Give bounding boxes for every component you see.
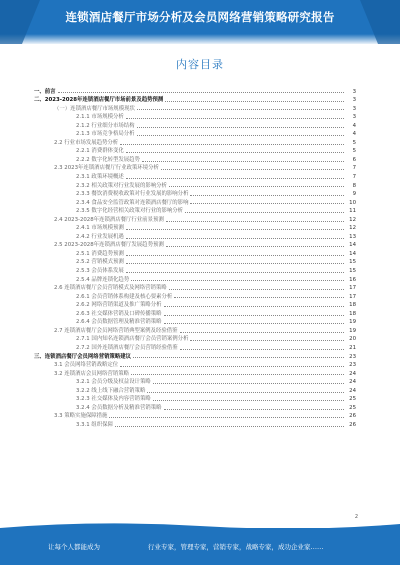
toc-entry[interactable] (34, 377, 356, 386)
toc-leader-dots (164, 315, 344, 316)
toc-entry-page: 15 (349, 268, 356, 275)
toc-entry-page: 21 (349, 344, 356, 351)
toc-entry-page: 18 (349, 302, 356, 309)
toc-entry[interactable] (34, 137, 356, 146)
toc-entry-label: 3.1 会员网络营销战略定位 (54, 362, 119, 369)
toc-entry-label: 3.3.1 组织保障 (76, 421, 113, 428)
toc-leader-dots (126, 178, 344, 179)
toc-entry-label: 2.7.1 国内知名连锁酒店餐厅会员营销案例分析 (76, 336, 189, 343)
toc-entry-label: 2.5.1 消费趋势预测 (76, 250, 124, 257)
toc-entry[interactable] (34, 308, 356, 317)
toc-entry-page: 3 (352, 88, 356, 95)
toc-entry-page: 12 (349, 216, 356, 223)
toc-entry[interactable] (34, 385, 356, 394)
toc-leader-dots (126, 152, 344, 153)
header-right-ornament (330, 0, 400, 44)
toc-entry-label: 2.5 2023-2028年连锁酒店餐厅发展趋势预测 (54, 242, 164, 249)
toc-entry-page: 18 (349, 310, 356, 317)
toc-leader-dots (137, 109, 344, 110)
toc-leader-dots (153, 400, 344, 401)
toc-entry-label: 2.3.4 食品安全监管政策对连锁酒店餐厅的影响 (76, 199, 189, 206)
toc-leader-dots (137, 127, 344, 128)
toc-leader-dots (174, 297, 344, 298)
toc-entry[interactable] (34, 129, 356, 138)
toc-entry-label: 3.2.4 会员数据分析及精准营销策略 (76, 404, 162, 411)
toc-entry-label: 3.2.3 社交媒体及内容营销策略 (76, 396, 151, 403)
toc-entry-page: 26 (349, 413, 356, 420)
toc-entry[interactable] (34, 180, 356, 189)
toc-leader-dots (190, 195, 344, 196)
toc-leader-dots (180, 349, 344, 350)
toc-entry-page: 12 (349, 225, 356, 232)
toc-entry-page: 7 (352, 174, 356, 181)
toc-entry-page: 16 (349, 276, 356, 283)
toc-leader-dots (126, 255, 344, 256)
toc-entry-page: 19 (349, 319, 356, 326)
page-number: 2 (354, 514, 358, 520)
toc-entry[interactable] (34, 351, 356, 360)
toc-entry[interactable] (34, 419, 356, 428)
toc-entry-label: 2.3.3 餐饮消费税收政策对行业发展的影响分析 (76, 191, 189, 198)
toc-leader-dots (164, 306, 344, 307)
toc-entry-page: 17 (349, 285, 356, 292)
toc-entry-page: 3 (352, 97, 356, 104)
toc-entry-label: 2.2.1 消费群体变化 (76, 148, 124, 155)
toc-entry-label: 2.4 2023-2028年连锁酒店餐厅行业前景预测 (54, 216, 164, 223)
toc-entry[interactable] (34, 325, 356, 334)
footer-slogan: 让每个人都能成为 (48, 543, 100, 551)
toc-leader-dots (161, 169, 344, 170)
toc-entry-label: 2.1.2 行业细分市场结构 (76, 122, 135, 129)
toc-leader-dots (180, 332, 345, 333)
toc-entry-page: 26 (349, 421, 356, 428)
toc-entry[interactable] (34, 317, 356, 326)
toc-entry[interactable] (34, 240, 356, 249)
toc-entry-label: 二、2023-2028年连锁酒店餐厅市场前景及趋势预测 (34, 97, 164, 104)
table-of-contents (34, 86, 356, 428)
toc-entry[interactable] (34, 197, 356, 206)
toc-entry-page: 9 (352, 191, 356, 198)
toc-entry-label: 2.6 连锁酒店餐厅会员营销模式及网络营销策略 (54, 285, 167, 292)
toc-leader-dots (164, 323, 344, 324)
toc-entry-label: 3.2.2 线上线下融合营销策略 (76, 387, 146, 394)
toc-entry[interactable] (34, 265, 356, 274)
toc-entry-page: 15 (349, 259, 356, 266)
toc-entry[interactable] (34, 394, 356, 403)
toc-entry[interactable] (34, 154, 356, 163)
toc-entry-label: 2.5.2 营销模式预测 (76, 259, 124, 266)
toc-entry[interactable] (34, 120, 356, 129)
toc-leader-dots (120, 144, 344, 145)
toc-entry-page: 24 (349, 370, 356, 377)
toc-entry-page: 5 (352, 139, 356, 146)
toc-entry[interactable] (34, 274, 356, 283)
toc-entry-label: 2.3.5 数字化经营相关政策对行业的影响分析 (76, 208, 184, 215)
toc-heading: 内容目录 (176, 58, 224, 71)
toc-leader-dots (109, 417, 344, 418)
toc-entry-label: 2.2 行业市场发展趋势分析 (54, 139, 119, 146)
toc-entry-label: 2.2.2 数字化转型发展趋势 (76, 156, 140, 163)
toc-entry-label: 三、连锁酒店餐厅会员网络营销策略建议 (34, 353, 132, 360)
toc-entry[interactable] (34, 189, 356, 198)
toc-entry-label: 2.1.3 市场竞争格局分析 (76, 131, 135, 138)
toc-entry-page: 24 (349, 379, 356, 386)
toc-leader-dots (126, 238, 344, 239)
toc-entry-page: 8 (352, 182, 356, 189)
toc-entry-label: 2.3.1 政策环境概述 (76, 174, 124, 181)
toc-leader-dots (126, 272, 344, 273)
toc-entry-label: 2.5.3 会员体系发展 (76, 268, 124, 275)
toc-leader-dots (126, 118, 344, 119)
toc-entry-label: 一、前言 (34, 88, 56, 95)
toc-entry-page: 5 (352, 148, 356, 155)
toc-leader-dots (133, 357, 344, 358)
toc-leader-dots (185, 212, 344, 213)
toc-leader-dots (131, 280, 344, 281)
toc-entry-page: 3 (352, 114, 356, 121)
toc-entry-label: 2.6.1 会员营销体系构建及核心要素分析 (76, 293, 173, 300)
toc-entry[interactable] (34, 360, 356, 369)
report-title: 连锁酒店餐厅市场分析及会员网络营销策略研究报告 (65, 10, 335, 24)
toc-entry-page: 24 (349, 387, 356, 394)
toc-entry-page: 4 (352, 122, 356, 129)
toc-leader-dots (126, 229, 344, 230)
toc-entry-page: 17 (349, 293, 356, 300)
toc-leader-dots (147, 392, 344, 393)
toc-entry[interactable] (34, 368, 356, 377)
toc-entry-page: 7 (352, 165, 356, 172)
footer-bar (0, 528, 400, 565)
toc-entry-label: 2.1.1 市场规模分析 (76, 114, 124, 121)
toc-entry-page: 23 (349, 362, 356, 369)
toc-entry[interactable] (34, 223, 356, 232)
toc-entry[interactable] (34, 146, 356, 155)
toc-entry-page: 14 (349, 242, 356, 249)
toc-entry-page: 13 (349, 233, 356, 240)
toc-entry-page: 4 (352, 131, 356, 138)
toc-entry-label: 2.4.1 市场规模预测 (76, 225, 124, 232)
toc-leader-dots (190, 340, 344, 341)
toc-leader-dots (120, 366, 344, 367)
footer-tagline: 行业专家，管理专家，营销专家，战略专家，成功企业家…… (148, 543, 324, 551)
toc-entry-label: 2.5.4 品牌连锁化趋势 (76, 276, 130, 283)
toc-entry-label: 2.7 连锁酒店餐厅会员网络营销典型案例及经验借鉴 (54, 327, 178, 334)
toc-entry[interactable] (34, 334, 356, 343)
header-left-ornament (0, 0, 70, 44)
toc-entry[interactable] (34, 283, 356, 292)
toc-entry[interactable] (34, 112, 356, 121)
toc-entry-page: 25 (349, 404, 356, 411)
toc-entry-label: 3.2 连锁酒店会员网络营销策略 (54, 370, 129, 377)
toc-entry-label: 2.6.4 会员数据管理及精准营销策略 (76, 319, 162, 326)
toc-entry-page: 19 (349, 327, 356, 334)
toc-entry-label: （一）连锁酒店餐厅市场规模现状 (54, 105, 135, 112)
toc-entry[interactable] (34, 86, 356, 95)
toc-entry-page: 25 (349, 396, 356, 403)
toc-entry-page: 14 (349, 250, 356, 257)
toc-leader-dots (164, 409, 344, 410)
toc-entry-page: 20 (349, 336, 356, 343)
toc-entry[interactable] (34, 231, 356, 240)
toc-entry-label: 2.6.2 网络营销渠道及推广策略分析 (76, 302, 162, 309)
toc-entry[interactable] (34, 206, 356, 215)
toc-leader-dots (190, 203, 344, 204)
toc-entry-label: 2.4.2 行业发展机遇 (76, 233, 124, 240)
toc-leader-dots (169, 289, 344, 290)
toc-leader-dots (169, 186, 344, 187)
toc-entry-page: 3 (352, 105, 356, 112)
toc-leader-dots (142, 161, 344, 162)
toc-leader-dots (166, 246, 344, 247)
toc-entry[interactable] (34, 103, 356, 112)
toc-entry-label: 3.2.1 会员分级及权益设计策略 (76, 379, 151, 386)
toc-entry[interactable] (34, 291, 356, 300)
toc-entry[interactable] (34, 411, 356, 420)
toc-entry[interactable] (34, 95, 356, 104)
toc-entry-page: 23 (349, 353, 356, 360)
toc-entry[interactable] (34, 248, 356, 257)
toc-leader-dots (131, 374, 344, 375)
toc-entry[interactable] (34, 171, 356, 180)
toc-entry[interactable] (34, 214, 356, 223)
toc-leader-dots (153, 383, 344, 384)
toc-entry-label: 2.7.2 国外连锁酒店餐厅会员营销经验借鉴 (76, 344, 178, 351)
toc-entry[interactable] (34, 402, 356, 411)
toc-entry[interactable] (34, 342, 356, 351)
toc-leader-dots (166, 221, 344, 222)
toc-entry-page: 10 (349, 199, 356, 206)
toc-entry[interactable] (34, 300, 356, 309)
toc-leader-dots (137, 135, 344, 136)
toc-leader-dots (115, 426, 344, 427)
toc-entry-label: 3.3 策略实施保障措施 (54, 413, 108, 420)
toc-entry-page: 6 (352, 156, 356, 163)
toc-entry-label: 2.3.2 相关政策对行业发展的影响分析 (76, 182, 167, 189)
toc-entry-label: 2.3 2023年连锁酒店餐厅行业政策环境分析 (54, 165, 159, 172)
toc-entry-label: 2.6.3 社交媒体营销及口碑传播策略 (76, 310, 162, 317)
toc-entry-page: 11 (349, 208, 356, 215)
toc-leader-dots (165, 101, 344, 102)
toc-leader-dots (58, 92, 344, 93)
toc-entry[interactable] (34, 163, 356, 172)
toc-leader-dots (126, 263, 344, 264)
toc-entry[interactable] (34, 257, 356, 266)
